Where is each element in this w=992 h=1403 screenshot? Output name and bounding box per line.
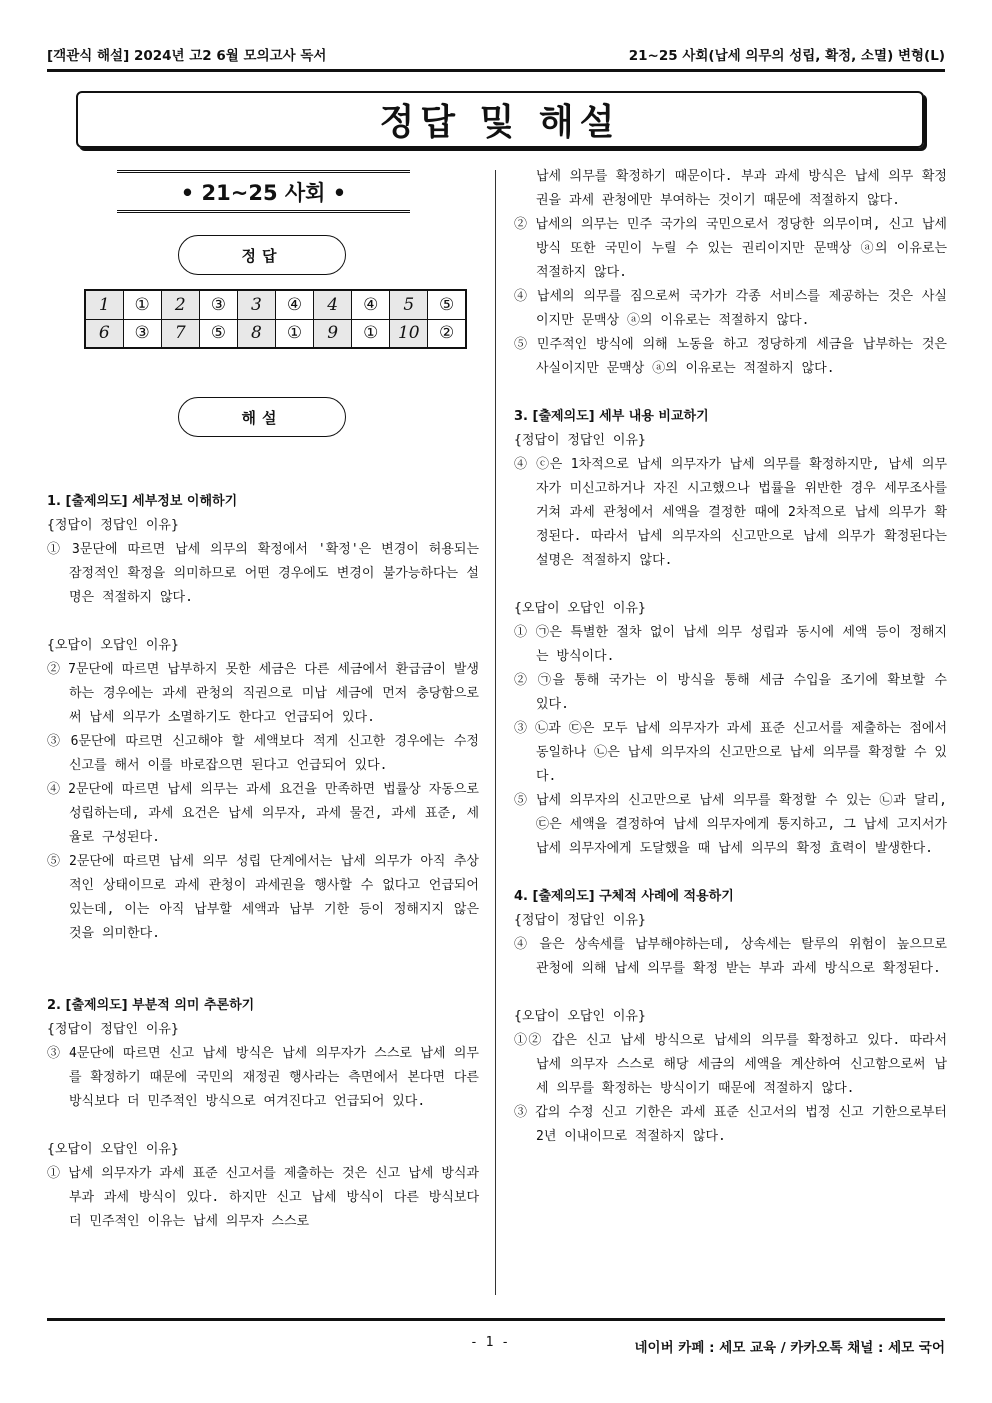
question-title: 2. [출제의도] 부분적 의미 추론하기: [47, 998, 255, 1013]
answer-value: ③: [199, 290, 237, 319]
title-box: [76, 91, 924, 148]
answer-value: ④: [352, 290, 390, 319]
question-title: 3. [출제의도] 세부 내용 비교하기: [514, 409, 709, 424]
correct-reason-heading: {정답이 정답인 이유}: [514, 913, 646, 928]
wrong-reason-heading: {오답이 오답인 이유}: [514, 601, 646, 616]
explanation-item: ⑤ 납세 의무자의 신고만으로 납세 의무를 확정할 수 있는 ㉡과 달리, ㉢은 세액을 결정하여 납세 의무자에게 통지하고, 그 납세 고지서가 납세 의무자에게 도달했을 때 납세 의무의 확정 효력이 발생한다.: [514, 793, 947, 856]
wrong-reason-heading: {오답이 오답인 이유}: [47, 638, 179, 653]
wrong-reason-heading: {오답이 오답인 이유}: [514, 1009, 646, 1024]
question-number: 4: [314, 290, 352, 319]
question-number: 5: [390, 290, 428, 319]
correct-reason-heading: {정답이 정답인 이유}: [47, 518, 179, 533]
explanation-item: ③ ㉡과 ㉢은 모두 납세 의무자가 과세 표준 신고서를 제출하는 점에서 동일하나 ㉡은 납세 의무자의 신고만으로 납세 의무를 확정할 수 있다.: [514, 721, 947, 784]
section-heading: [117, 170, 410, 213]
explanation-item: ⑤ 민주적인 방식에 의해 노동을 하고 정당하게 세금을 납부하는 것은 사실이지만 문맥상 ⓐ의 이유로는 적절하지 않다.: [514, 337, 947, 376]
explanation-item: ④ ⓒ은 1차적으로 납세 의무자가 납세 의무를 확정하지만, 납세 의무자가 미신고하거나 자진 시고했으나 법률을 위반한 경우 세무조사를 거쳐 과세 관청에서 세액을 결정한 때에 2차적으로 납세 의무가 확정된다. 따라서 납세 의무자의 신고만으로 납세 의무가 확정된다는 설명은 적절하지 않다.: [514, 457, 947, 568]
question-number: 6: [85, 319, 123, 348]
page-title: 정답 및 해설: [379, 102, 621, 143]
correct-reason-heading: {정답이 정답인 이유}: [47, 1022, 179, 1037]
answer-row: [85, 319, 466, 348]
explanation-item: ④ 을은 상속세를 납부해야하는데, 상속세는 탈루의 위험이 높으므로 관청에 의해 납세 의무를 확정 받는 부과 과세 방식으로 확정된다.: [514, 937, 947, 976]
explanation-item: ④ 2문단에 따르면 납세 의무는 과세 요건을 만족하면 법률상 자동으로 성립하는데, 과세 요건은 납세 의무자, 과세 물건, 과세 표준, 세율로 구성된다.: [47, 782, 479, 845]
right-column: [514, 165, 947, 1149]
question-number: 8: [237, 319, 275, 348]
question-number: 9: [314, 319, 352, 348]
question-number: 7: [161, 319, 199, 348]
explanation-label: 해설: [178, 397, 346, 437]
answer-value: ⑤: [428, 290, 466, 319]
answers-label: 정답: [178, 235, 346, 275]
explanation-item: ③ 갑의 수정 신고 기한은 과세 표준 신고서의 법정 신고 기한으로부터 2년 이내이므로 적절하지 않다.: [514, 1105, 947, 1144]
answer-value: ①: [275, 319, 313, 348]
explanation-item: ① 3문단에 따르면 납세 의무의 확정에서 '확정'은 변경이 허용되는 잠정적인 확정을 의미하므로 어떤 경우에도 변경이 불가능하다는 설명은 적절하지 않다.: [47, 542, 479, 605]
page-number: - 1 -: [470, 1335, 510, 1350]
section-heading-label: • 21~25 사회 •: [180, 180, 347, 205]
explanation-item: ①② 갑은 신고 납세 방식으로 납세의 의무를 확정하고 있다. 따라서 납세 의무자 스스로 해당 세금의 세액을 계산하여 신고함으로써 납세 의무를 확정하는 방식이기 때문에 적절하지 않다.: [514, 1033, 947, 1096]
wrong-reason-heading: {오답이 오답인 이유}: [47, 1142, 179, 1157]
question-title: 1. [출제의도] 세부정보 이해하기: [47, 494, 238, 509]
explanation-item: ② 7문단에 따르면 납부하지 못한 세금은 다른 세금에서 환급금이 발생하는 경우에는 과세 관청의 직권으로 미납 세금에 먼저 충당함으로써 납세 의무가 소멸하기도 한다고 언급되어 있다.: [47, 662, 479, 725]
question-number: 1: [85, 290, 123, 319]
left-column: [47, 490, 479, 1234]
column-divider: [495, 170, 496, 1295]
footer-rule: [47, 1318, 945, 1321]
answer-value: ④: [275, 290, 313, 319]
header-left-title: [객관식 해설] 2024년 고2 6월 모의고사 독서: [47, 48, 327, 64]
answer-value: ①: [352, 319, 390, 348]
question-number: 2: [161, 290, 199, 319]
answer-value: ①: [123, 290, 161, 319]
question-number: 10: [390, 319, 428, 348]
explanation-item: ④ 납세의 의무를 짐으로써 국가가 각종 서비스를 제공하는 것은 사실이지만 문맥상 ⓐ의 이유로는 적절하지 않다.: [514, 289, 947, 328]
explanation-item: ③ 6문단에 따르면 신고해야 할 세액보다 적게 신고한 경우에는 수정 신고를 해서 이를 바로잡으면 된다고 언급되어 있다.: [47, 734, 479, 773]
answer-table: [84, 289, 467, 349]
correct-reason-heading: {정답이 정답인 이유}: [514, 433, 646, 448]
answer-row: [85, 290, 466, 319]
header-right-title: 21~25 사회(납세 의무의 성립, 확정, 소멸) 변형(L): [628, 48, 945, 64]
page-header: [47, 44, 945, 68]
explanation-item: ① 납세 의무자가 과세 표준 신고서를 제출하는 것은 신고 납세 방식과 부과 과세 방식이 있다. 하지만 신고 납세 방식이 다른 방식보다 더 민주적인 이유는 납세 의무자 스스로: [47, 1166, 479, 1229]
answer-value: ③: [123, 319, 161, 348]
explanation-item: ② 납세의 의무는 민주 국가의 국민으로서 정당한 의무이며, 신고 납세 방식 또한 국민이 누릴 수 있는 권리이지만 문맥상 ⓐ의 이유로는 적절하지 않다.: [514, 217, 947, 280]
answer-value: ⑤: [199, 319, 237, 348]
explanation-continuation: 납세 의무를 확정하기 때문이다. 부과 과세 방식은 납세 의무 확정권을 과세 관청에만 부여하는 것이기 때문에 적절하지 않다.: [536, 169, 947, 208]
explanation-item: ① ㉠은 특별한 절차 없이 납세 의무 성립과 동시에 세액 등이 정해지는 방식이다.: [514, 625, 947, 664]
explanation-item: ② ㉠을 통해 국가는 이 방식을 통해 세금 수입을 조기에 확보할 수 있다.: [514, 673, 947, 712]
answer-value: ②: [428, 319, 466, 348]
footer-credit: 네이버 카페 : 세모 교육 / 카카오톡 채널 : 세모 국어: [634, 1340, 945, 1356]
question-title: 4. [출제의도] 구체적 사례에 적용하기: [514, 889, 734, 904]
explanation-item: ⑤ 2문단에 따르면 납세 의무 성립 단계에서는 납세 의무가 아직 추상적인 상태이므로 과세 관청이 과세권을 행사할 수 없다고 언급되어 있는데, 이는 아직 납부할 세액과 납부 기한 등이 정해지지 않은 것을 의미한다.: [47, 854, 479, 941]
explanation-item: ③ 4문단에 따르면 신고 납세 방식은 납세 의무자가 스스로 납세 의무를 확정하기 때문에 국민의 재정권 행사라는 측면에서 본다면 다른 방식보다 더 민주적인 방식으로 여겨진다고 언급되어 있다.: [47, 1046, 479, 1109]
header-rule: [47, 69, 945, 72]
question-number: 3: [237, 290, 275, 319]
